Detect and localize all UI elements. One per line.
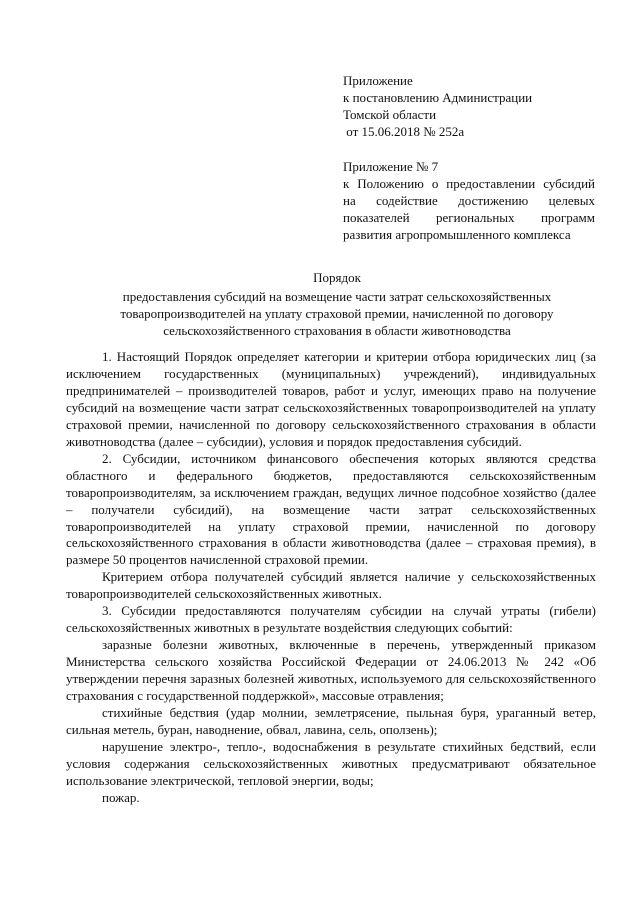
list-item-disasters: стихийные бедствия (удар молнии, землетрясение, пыльная буря, ураганный ветер, сильная метель, буран, наводнение, обвал, лавина, сель, оползень); (66, 705, 596, 737)
appendix-seven-line-5: развития агропромышленного комплекса (343, 227, 571, 242)
paragraph-1: 1. Настоящий Порядок определяет категории и критерии отбора юридических лиц (за исключением государственных (муниципальных) учреждений), индивидуальных предпринимателей – производителей товаров, работ и услуг, имеющих право на получение субсидий на возмещение части затрат сельскохозяйственных товаропроизводителей на уплату страховой премии, начисленной по договору сельскохозяйственного страхования в области животноводства (далее – субсидии), условия и порядок предоставления субсидий. (66, 349, 596, 449)
appendix-seven-line-3: на содействие достижению целевых (343, 193, 595, 208)
list-item-diseases: заразные болезни животных, включенные в перечень, утвержденный приказом Министерства сельского хозяйства Российской Федерации от 24.06.2013 № 242 «Об утверждении перечня заразных болезней животных, используемого для сельскохозяйственного страхования с государственной поддержкой», массовые отравления; (66, 637, 596, 704)
document-body (66, 349, 596, 807)
title-line-2: товаропроизводителей на уплату страховой премии, начисленной по договору (120, 306, 554, 321)
paragraph-3: 3. Субсидии предоставляются получателям субсидии на случай утраты (гибели) сельскохозяйственных животных в результате воздействия следующих событий: (66, 603, 596, 636)
appendix-seven-line-2: к Положению о предоставлении субсидий (343, 176, 595, 191)
paragraph-criterion: Критерием отбора получателей субсидий является наличие у сельскохозяйственных товаропроизводителей сельскохозяйственных животных. (66, 569, 596, 602)
appendix-header (343, 72, 595, 140)
appendix-label: Приложение (343, 73, 413, 88)
appendix-decree-ref: к постановлению Администрации (343, 90, 533, 105)
list-item-utilities: нарушение электро-, тепло-, водоснабжения в результате стихийных бедствий, если условия содержания сельскохозяйственных животных предусматривают обязательное использование электрической, тепловой энергии, воды; (66, 738, 596, 788)
appendix-seven-label: Приложение № 7 (343, 159, 439, 174)
title-line-1: предоставления субсидий на возмещение части затрат сельскохозяйственных (122, 289, 552, 304)
title-heading: Порядок (313, 270, 361, 285)
title-line-3: сельскохозяйственного страхования в области животноводства (163, 323, 511, 338)
appendix-seven-line-4: показателей региональных программ (343, 210, 595, 225)
appendix-region: Томской области (343, 107, 437, 122)
list-item-fire: пожар. (102, 789, 140, 805)
appendix-seven-header (343, 158, 595, 243)
document-title (66, 269, 608, 339)
appendix-date-number: от 15.06.2018 № 252а (343, 124, 465, 139)
paragraph-2: 2. Субсидии, источником финансового обеспечения которых являются средства областного и федерального бюджетов, предоставляются сельскохозяйственным товаропроизводителям, за исключением граждан, ведущих личное подсобное хозяйство (далее – получатели субсидий), на возмещение части затрат сельскохозяйственных товаропроизводителей на уплату страховой премии, начисленной по договору сельскохозяйственного страхования в области животноводства (далее – страховая премия), в размере 50 процентов начисленной страховой премии. (66, 450, 596, 568)
